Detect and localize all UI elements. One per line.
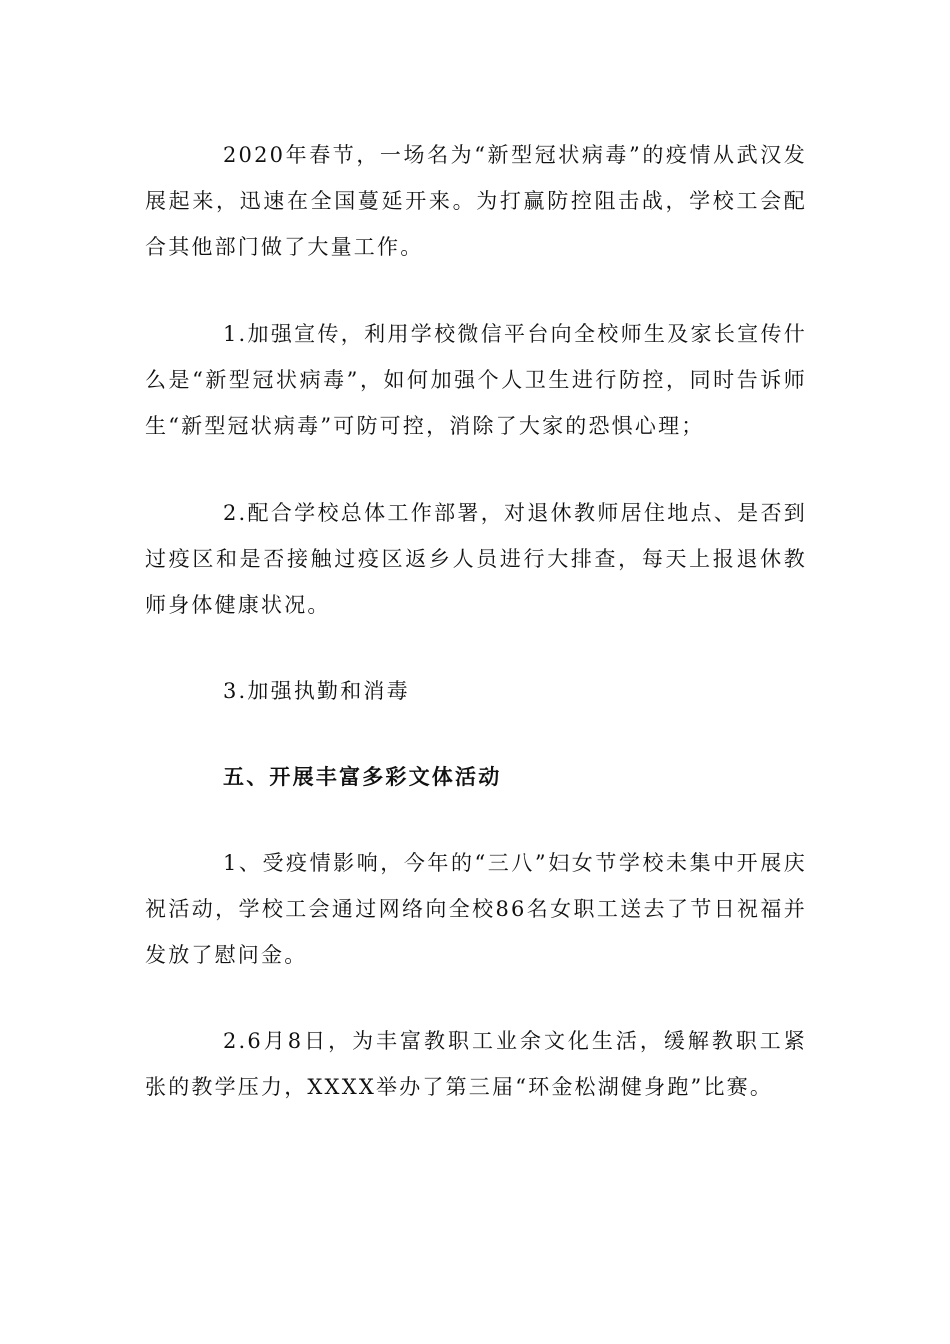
activity-womens-day: 1、受疫情影响，今年的“三八”妇女节学校未集中开展庆祝活动，学校工会通过网络向全校86名女职工送去了节日祝福并发放了慰问金。	[145, 851, 807, 967]
document-body	[145, 132, 807, 1110]
list-item-screening: 2.配合学校总体工作部署，对退休教师居住地点、是否到过疫区和是否接触过疫区返乡人员进行大排查，每天上报退休教师身体健康状况。	[145, 501, 807, 617]
activity-fitness-run: 2.6月8日，为丰富教职工业余文化生活，缓解教职工紧张的教学压力，XXXX举办了第三届“环金松湖健身跑”比赛。	[145, 1029, 807, 1099]
intro-paragraph: 2020年春节，一场名为“新型冠状病毒”的疫情从武汉发展起来，迅速在全国蔓延开来。为打赢防控阻击战，学校工会配合其他部门做了大量工作。	[145, 143, 807, 259]
list-item-publicity: 1.加强宣传，利用学校微信平台向全校师生及家长宣传什么是“新型冠状病毒”，如何加强个人卫生进行防控，同时告诉师生“新型冠状病毒”可防可控，消除了大家的恐惧心理；	[145, 322, 807, 438]
section-heading-activities: 五、开展丰富多彩文体活动	[223, 765, 502, 789]
list-item-disinfection: 3.加强执勤和消毒	[223, 679, 410, 703]
